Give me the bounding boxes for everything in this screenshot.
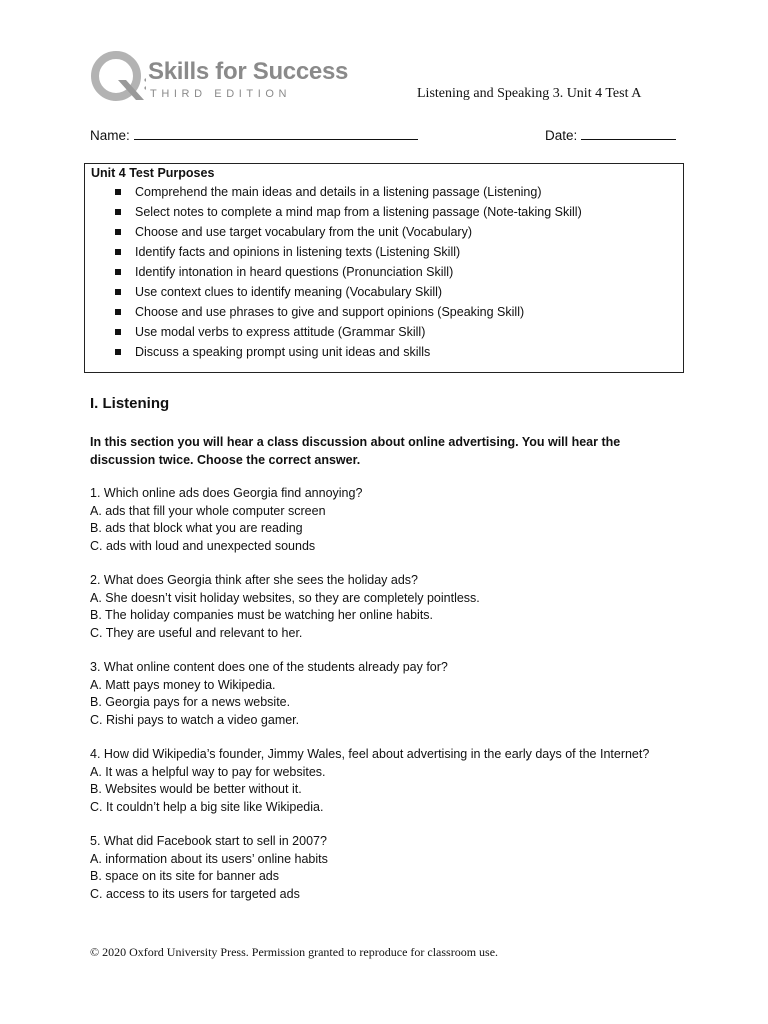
bullet-icon	[115, 209, 121, 215]
answer-option-b[interactable]: B. Georgia pays for a news website.	[90, 695, 291, 709]
question-prompt: 3. What online content does one of the students already pay for?	[90, 660, 448, 674]
purpose-item: Comprehend the main ideas and details in a listening passage (Listening)	[85, 182, 582, 202]
test-purposes-box	[84, 163, 684, 373]
bullet-icon	[115, 249, 121, 255]
answer-option-a[interactable]: A. She doesn’t visit holiday websites, so they are completely pointless.	[90, 590, 480, 605]
question-2	[90, 572, 690, 642]
section-instructions: In this section you will hear a class discussion about online advertising. You will hear the discussion twice. Choose the correct answer.	[90, 435, 621, 467]
q-logo-icon	[90, 50, 146, 106]
answer-option-c[interactable]: C. Rishi pays to watch a video gamer.	[90, 712, 300, 727]
question-1	[90, 485, 690, 555]
name-field[interactable]	[90, 127, 418, 143]
bullet-icon	[115, 329, 121, 335]
purpose-item: Use context clues to identify meaning (Vocabulary Skill)	[85, 282, 582, 302]
question-4	[90, 746, 690, 816]
answer-option-a[interactable]: A. information about its users’ online habits	[90, 851, 328, 866]
copyright-footer: © 2020 Oxford University Press. Permission granted to reproduce for classroom use.	[90, 945, 499, 959]
date-blank[interactable]	[581, 127, 676, 140]
answer-option-c[interactable]: C. It couldn’t help a big site like Wikipedia.	[90, 799, 324, 814]
purpose-item: Choose and use target vocabulary from the unit (Vocabulary)	[85, 222, 582, 242]
answer-option-b[interactable]: B. The holiday companies must be watching her online habits.	[90, 608, 434, 622]
purpose-item: Choose and use phrases to give and support opinions (Speaking Skill)	[85, 302, 582, 322]
question-prompt: 1. Which online ads does Georgia find annoying?	[90, 486, 363, 500]
name-label: Name:	[90, 128, 130, 143]
bullet-icon	[115, 189, 121, 195]
section-heading: I. Listening	[90, 395, 170, 412]
bullet-icon	[115, 349, 121, 355]
date-field[interactable]	[545, 127, 676, 143]
question-prompt: 5. What did Facebook start to sell in 2007?	[90, 834, 327, 848]
date-label: Date:	[545, 128, 578, 143]
answer-option-c[interactable]: C. They are useful and relevant to her.	[90, 625, 303, 640]
purpose-item: Identify intonation in heard questions (Pronunciation Skill)	[85, 262, 582, 282]
bullet-icon	[115, 309, 121, 315]
answer-option-a[interactable]: A. It was a helpful way to pay for websites.	[90, 764, 326, 779]
question-5	[90, 833, 690, 903]
bullet-icon	[115, 229, 121, 235]
edition-label: THIRD EDITION	[150, 88, 292, 100]
brand-name: Skills for Success	[148, 58, 349, 85]
answer-option-a[interactable]: A. ads that fill your whole computer screen	[90, 503, 326, 518]
question-prompt: 2. What does Georgia think after she sees the holiday ads?	[90, 573, 418, 587]
purpose-item: Select notes to complete a mind map from a listening passage (Note-taking Skill)	[85, 202, 582, 222]
test-title: Listening and Speaking 3. Unit 4 Test A	[417, 86, 642, 101]
answer-option-a[interactable]: A. Matt pays money to Wikipedia.	[90, 677, 276, 692]
answer-option-b[interactable]: B. Websites would be better without it.	[90, 782, 302, 796]
publisher-logo	[90, 50, 350, 106]
purposes-list	[85, 182, 582, 362]
name-blank[interactable]	[134, 127, 418, 140]
answer-option-b[interactable]: B. ads that block what you are reading	[90, 521, 303, 535]
purpose-item: Use modal verbs to express attitude (Grammar Skill)	[85, 322, 582, 342]
bullet-icon	[115, 269, 121, 275]
purpose-item: Discuss a speaking prompt using unit ideas and skills	[85, 342, 582, 362]
answer-option-b[interactable]: B. space on its site for banner ads	[90, 869, 279, 883]
bullet-icon	[115, 289, 121, 295]
question-3	[90, 659, 690, 729]
purpose-item: Identify facts and opinions in listening texts (Listening Skill)	[85, 242, 582, 262]
answer-option-c[interactable]: C. ads with loud and unexpected sounds	[90, 538, 316, 553]
answer-option-c[interactable]: C. access to its users for targeted ads	[90, 886, 300, 901]
question-prompt: 4. How did Wikipedia’s founder, Jimmy Wales, feel about advertising in the early days of the Internet?	[90, 747, 650, 761]
purposes-heading: Unit 4 Test Purposes	[91, 166, 215, 180]
